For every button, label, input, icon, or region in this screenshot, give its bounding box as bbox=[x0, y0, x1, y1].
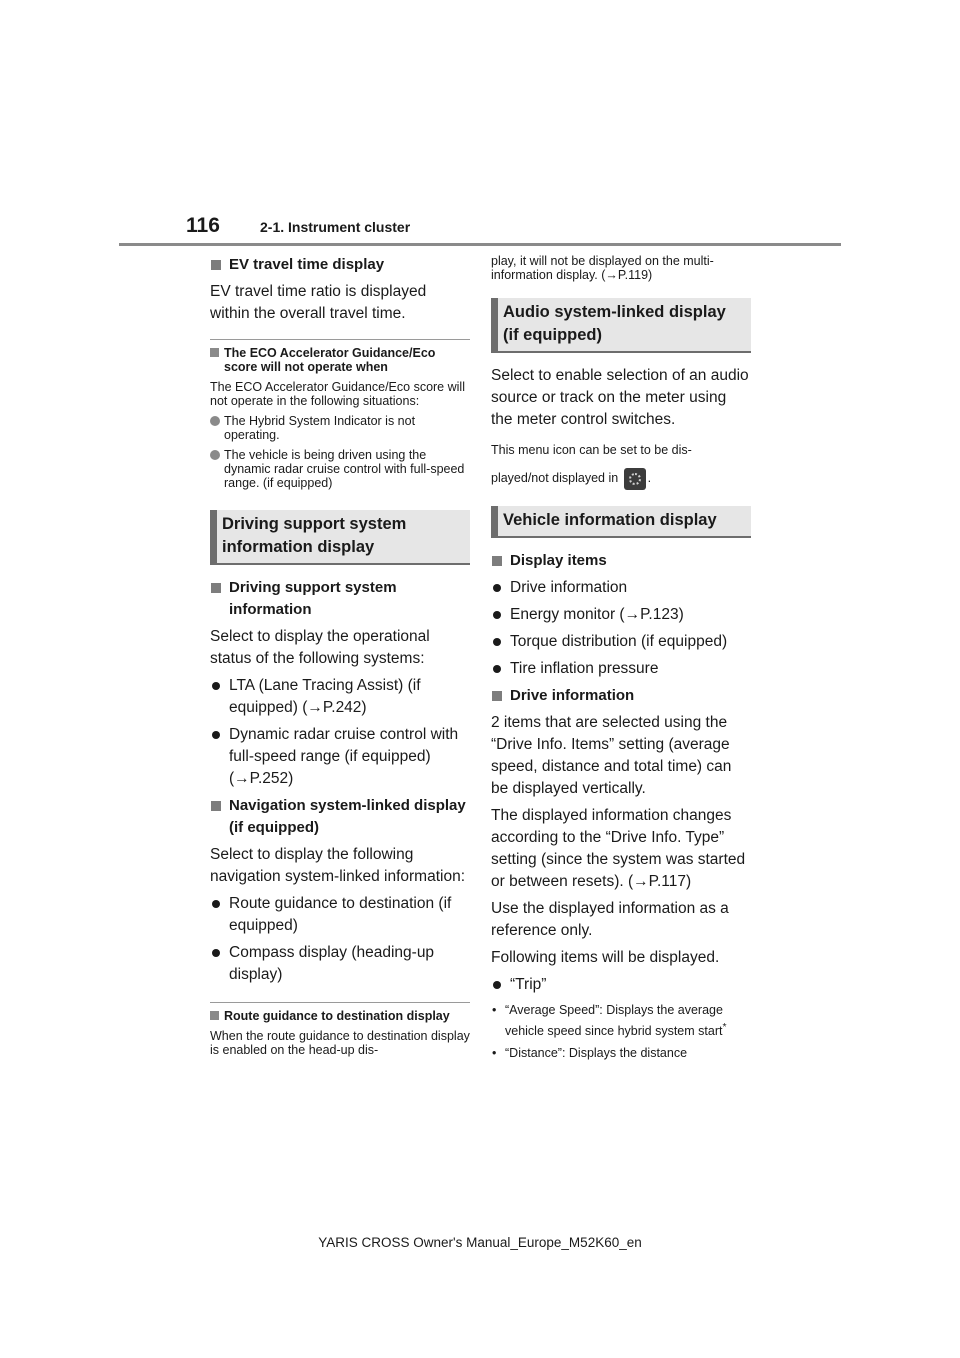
display-item-3: Torque distribution (if equipped) bbox=[491, 631, 751, 653]
audio-note-text: played/not displayed in bbox=[491, 471, 619, 485]
right-column bbox=[491, 254, 751, 1066]
note-eco bbox=[210, 339, 470, 490]
section-driving-support: Driving support system information display bbox=[210, 510, 470, 565]
nav-body: Select to display the following navigation system-linked information: bbox=[210, 846, 466, 885]
drive-info-p2: The displayed information changes according to the “Drive Info. Type” setting (since the system was started or between resets). (→P.117) bbox=[491, 807, 746, 890]
dss-bullet-2: Dynamic radar cruise control with full-speed range (if equipped) (→P.252) bbox=[210, 724, 470, 790]
dash-average-speed-text: “Average Speed”: Displays the average vehicle speed since hybrid system start bbox=[505, 1003, 723, 1039]
gear-icon bbox=[624, 468, 646, 490]
note-route-continued: play, it will not be displayed on the multi-information display. (→P.119) bbox=[491, 254, 714, 282]
audio-note-period: . bbox=[647, 471, 652, 485]
footer: YARIS CROSS Owner's Manual_Europe_M52K60_en bbox=[318, 1235, 642, 1250]
section-audio: Audio system-linked display (if equipped) bbox=[491, 298, 751, 353]
nav-bullet-1: Route guidance to destination (if equipped) bbox=[210, 893, 470, 937]
ev-travel-title: EV travel time display bbox=[210, 254, 470, 276]
nav-bullet-2: Compass display (heading-up display) bbox=[210, 942, 470, 986]
chapter-title: 2-1. Instrument cluster bbox=[260, 219, 411, 235]
nav-title: Navigation system-linked display (if equipped) bbox=[210, 795, 470, 839]
dash-distance: • “Distance”: Displays the distance bbox=[491, 1044, 751, 1062]
dss-body: Select to display the operational status of the following systems: bbox=[210, 628, 430, 667]
drive-info-p4: Following items will be displayed. bbox=[491, 949, 720, 966]
dss-title: Driving support system information bbox=[210, 577, 470, 621]
note-eco-bullet-1: The Hybrid System Indicator is not operating. bbox=[210, 414, 470, 442]
display-items-title: Display items bbox=[491, 550, 751, 572]
dss-bullet-1: LTA (Lane Tracing Assist) (if equipped) (→P.242) bbox=[210, 675, 470, 719]
note-route-body: When the route guidance to destination display is enabled on the head-up dis- bbox=[210, 1029, 470, 1057]
section-vehicle-info: Vehicle information display bbox=[491, 506, 751, 538]
audio-note-line-1: This menu icon can be set to be dis- bbox=[491, 443, 692, 457]
page-number: 116 bbox=[186, 214, 220, 237]
audio-body: Select to enable selection of an audio source or track on the meter using the meter control switches. bbox=[491, 367, 749, 428]
drive-info-p1: 2 items that are selected using the “Drive Info. Items” setting (average speed, distance and total time) can be displayed vertically. bbox=[491, 714, 732, 797]
note-eco-title: The ECO Accelerator Guidance/Eco score will not operate when bbox=[210, 346, 470, 374]
left-column bbox=[210, 254, 470, 1063]
ev-travel-body: EV travel time ratio is displayed within the overall travel time. bbox=[210, 283, 427, 322]
drive-info-title: Drive information bbox=[491, 685, 751, 707]
note-eco-body: The ECO Accelerator Guidance/Eco score will not operate in the following situations: bbox=[210, 380, 465, 408]
footnote-marker: * bbox=[722, 1022, 727, 1033]
note-eco-bullet-2: The vehicle is being driven using the dynamic radar cruise control with full-speed range. (if equipped) bbox=[210, 448, 470, 490]
display-item-1: Drive information bbox=[491, 577, 751, 599]
display-item-4: Tire inflation pressure bbox=[491, 658, 751, 680]
dash-average-speed bbox=[491, 1001, 751, 1040]
trip-bullet: “Trip” bbox=[491, 974, 751, 996]
note-route bbox=[210, 1002, 470, 1057]
header-rule bbox=[119, 243, 841, 246]
display-item-2: Energy monitor (→P.123) bbox=[491, 604, 751, 626]
audio-note-line-2 bbox=[491, 464, 751, 492]
note-route-title: Route guidance to destination display bbox=[210, 1009, 470, 1023]
drive-info-p3: Use the displayed information as a reference only. bbox=[491, 900, 729, 939]
